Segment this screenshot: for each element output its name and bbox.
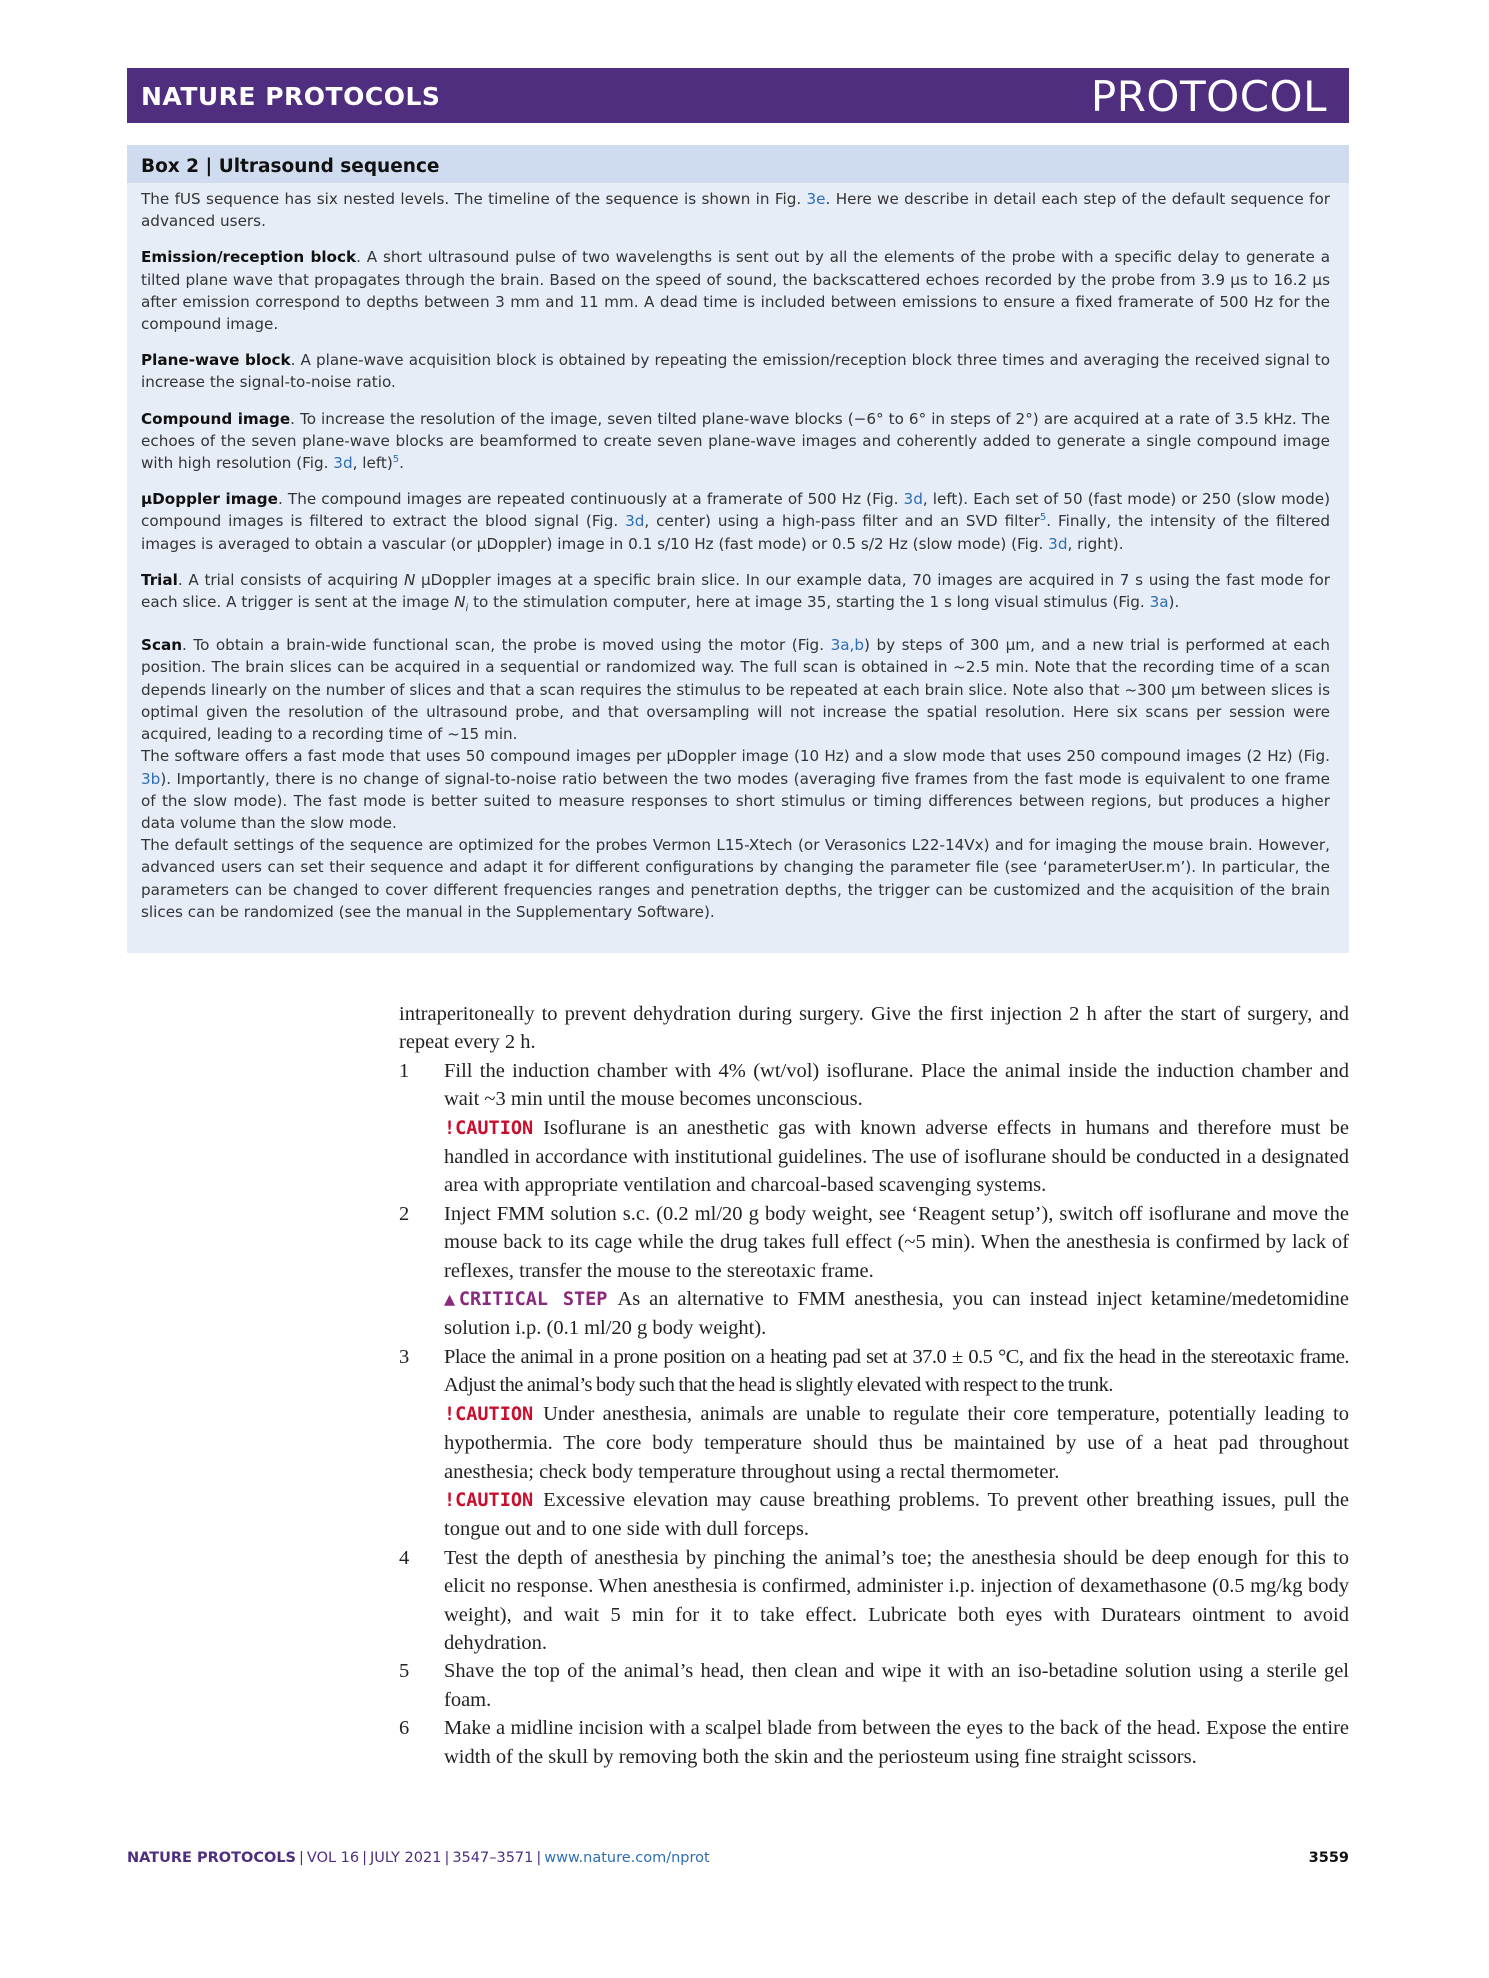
section-heading: Compound image [141,409,291,428]
box-emission: Emission/reception block. A short ultrasound pulse of two wavelengths is sent out by all the elements of the probe with a specific delay to generate a tilted plane wave that propagates through the brain. Based on the speed of sound, the backscattered echoes recorded by the probe from 3.9 µs to 16.2 µs after emission correspond to depths between 3 mm and 11 mm. A dead time is included between emissions to ensure a fixed framerate of 500 Hz for the compound image. [141,248,1330,334]
procedure-step [399,1657,1349,1714]
box-defaults: The default settings of the sequence are optimized for the probes Vermon L15-Xtech (or Verasonics L22-14Vx) and for imaging the mouse brain. However, advanced users can set their sequence and adapt it for different configurations by changing the parameter file (see ‘parameterUser.m’). In particular, the parameters can be changed to cover different frequencies ranges and penetration depths, the trigger can be customized and the acquisition of the brain slices can be randomized (see the manual in the Supplementary Software). [141,836,1330,921]
figure-link[interactable]: 3d [333,454,353,473]
footer-volume: VOL 16 [306,1850,360,1866]
box-title: Box 2 | Ultrasound sequence [127,145,1349,183]
step-text: Place the animal in a prone position on a heating pad set at 37.0 ± 0.5 °C, and fix the head in the stereotaxic frame. Adjust the animal’s body such that the head is slightly elevated with respect to the trunk. [444,1345,1349,1397]
section-heading: µDoppler image [141,490,278,509]
caution-note: !CAUTION Isoflurane is an anesthetic gas with known adverse effects in humans and therefore must be handled in accordance with institutional guidelines. The use of isoflurane should be conducted in a designated area with appropriate ventilation and charcoal-based scavenging systems. [444,1116,1349,1197]
critical-step-label: ▲CRITICAL STEP [444,1289,608,1311]
box-compound: Compound image. To increase the resolution of the image, seven tilted plane-wave blocks (−6° to 6° in steps of 2°) are acquired at a rate of 3.5 kHz. The echoes of the seven plane-wave blocks are beamformed to create seven plane-wave images and coherently added to generate a single compound image with high resolution (Fig. 3d, left)$^5$. [141,409,1330,473]
journal-url-link[interactable]: www.nature.com/nprot [544,1850,710,1866]
section-heading: Trial [141,570,178,589]
box-software: The software offers a fast mode that uses 50 compound images per µDoppler image (10 Hz) and a slow mode that uses 250 compound images (2 Hz) (Fig. 3b). Importantly, there is no change of signal-to-noise ratio between the two modes (averaging five frames from the fast mode is equivalent to one frame of the slow mode). The fast mode is better suited to measure responses to short stimulus or timing differences between regions, but produces a higher data volume than the slow mode. [141,747,1330,832]
section-heading: Plane-wave block [141,351,291,370]
section-heading: Emission/reception block [141,248,357,267]
procedure-step [399,1343,1349,1544]
caution-label: !CAUTION [444,1117,534,1139]
caution-note: !CAUTION Excessive elevation may cause breathing problems. To prevent other breathing issues, pull the tongue out and to one side with dull forceps. [444,1488,1349,1541]
journal-header [127,68,1349,123]
procedure-step [399,1714,1349,1771]
reference-link[interactable]: 5 [392,453,400,465]
journal-name: NATURE PROTOCOLS [141,82,441,111]
step-text: Make a midline incision with a scalpel blade from between the eyes to the back of the head. Expose the entire width of the skull by removing both the skin and the periosteum using fine straight scissors. [444,1717,1349,1768]
step-text: Inject FMM solution s.c. (0.2 ml/20 g body weight, see ‘Reagent setup’), switch off isoflurane and move the mouse back to its cage while the drug takes full effect (~5 min). When the anesthesia is confirmed by lack of reflexes, transfer the mouse to the stereotaxic frame. [444,1202,1349,1282]
article-type: PROTOCOL [1090,72,1327,121]
figure-link[interactable]: 3d [625,512,645,531]
figure-link[interactable]: 3d [1048,534,1068,553]
step-text: Fill the induction chamber with 4% (wt/vol) isoflurane. Place the animal inside the induction chamber and wait ~3 min until the mouse becomes unconscious. [444,1059,1349,1111]
step-number: 3 [399,1345,410,1368]
page-footer: NATURE PROTOCOLS | VOL 16 | JULY 2021 | 3547–3571 | www.nature.com/nprot 3559 [127,1850,1349,1866]
critical-step-note: ▲CRITICAL STEP As an alternative to FMM anesthesia, you can instead inject ketamine/medetomidine solution i.p. (0.1 ml/20 g body weight). [444,1288,1349,1340]
footer-date: JULY 2021 [370,1850,442,1866]
page-number: 3559 [1308,1850,1349,1866]
figure-link[interactable]: 3a [1149,593,1169,612]
procedure-step [399,1544,1349,1658]
caution-label: !CAUTION [444,1403,534,1425]
box-trial: Trial. A trial consists of acquiring N µDoppler images at a specific brain slice. In our example data, 70 images are acquired in 7 s using the fast mode for each slice. A trigger is sent at the image $N_i$ to the stimulation computer, here at image 35, starting the 1 s long visual stimulus (Fig. 3a). [141,570,1330,615]
footer-pages: 3547–3571 [452,1850,534,1866]
step-number: 4 [399,1546,410,1569]
caution-label: !CAUTION [444,1489,534,1511]
step-text: Test the depth of anesthesia by pinching the animal’s toe; the anesthesia should be deep enough for this to elicit no response. When anesthesia is confirmed, administer i.p. injection of dexamethasone (0.5 mg/kg body weight), and wait 5 min for it to take effect. Lubricate both eyes with Duratears ointment to avoid dehydration. [444,1546,1349,1654]
intro-paragraph: intraperitoneally to prevent dehydration during surgery. Give the first injection 2 h after the start of surgery, and repeat every 2 h. [399,1003,1349,1054]
caution-note: !CAUTION Under anesthesia, animals are unable to regulate their core temperature, potentially leading to hypothermia. The core body temperature should thus be maintained by use of a heat pad throughout anesthesia; check body temperature throughout using a rectal thermometer. [444,1402,1349,1483]
box-planewave: Plane-wave block. A plane-wave acquisition block is obtained by repeating the emission/reception block three times and averaging the received signal to increase the signal-to-noise ratio. [141,351,1330,392]
box-intro: The fUS sequence has six nested levels. The timeline of the sequence is shown in Fig. 3e. Here we describe in detail each step of the default sequence for advanced users. [141,190,1330,231]
box-body [141,188,1330,923]
step-number: 2 [399,1202,410,1225]
step-number: 5 [399,1660,410,1683]
step-number: 6 [399,1717,410,1740]
section-heading: Scan [141,636,183,655]
box-doppler: µDoppler image. The compound images are repeated continuously at a framerate of 500 Hz (Fig. 3d, left). Each set of 50 (fast mode) or 250 (slow mode) compound images is filtered to extract the blood signal (Fig. 3d, center) using a high-pass filter and an SVD filter$^5$. Finally, the intensity of the filtered images is averaged to obtain a vascular (or µDoppler) image in 0.1 s/10 Hz (fast mode) or 0.5 s/2 Hz (slow mode) (Fig. 3d, right). [141,490,1330,553]
figure-link[interactable]: 3a,b [830,636,865,655]
figure-link[interactable]: 3d [903,490,923,509]
procedure-step [399,1200,1349,1343]
reference-link[interactable]: 5 [1039,512,1047,524]
procedure-step [399,1057,1349,1200]
step-number: 1 [399,1059,410,1082]
footer-journal: NATURE PROTOCOLS [127,1850,297,1866]
protocol-body [399,1000,1349,1771]
box-scan: Scan. To obtain a brain-wide functional scan, the probe is moved using the motor (Fig. 3a,b) by steps of 300 µm, and a new trial is performed at each position. The brain slices can be acquired in a sequential or randomized way. The full scan is obtained in ~2.5 min. Note that the recording time of a scan depends linearly on the number of slices and that a scan requires the stimulus to be repeated at each brain slice. Note also that ~300 µm between slices is optimal given the resolution of the ultrasound probe, and that oversampling will not increase the spatial resolution. Here six scans per session were acquired, leading to a recording time of ~15 min. [141,636,1330,744]
figure-link[interactable]: 3e [806,190,826,208]
box-ultrasound-sequence [127,145,1349,953]
step-text: Shave the top of the animal’s head, then clean and wipe it with an iso-betadine solution using a sterile gel foam. [444,1660,1349,1711]
figure-link[interactable]: 3b [141,769,161,788]
